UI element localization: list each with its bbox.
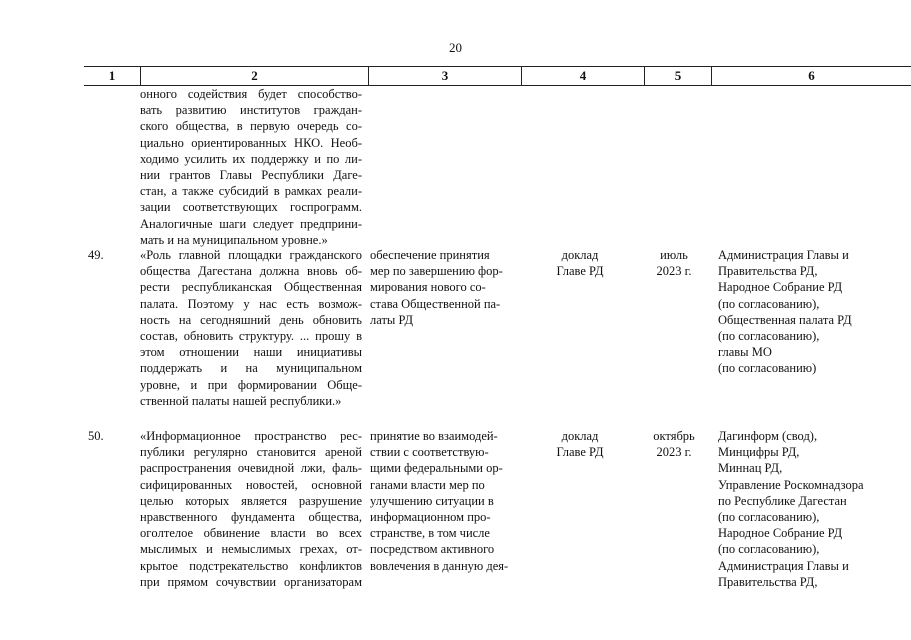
text-line: Главе РД xyxy=(556,264,604,279)
text-line: (по согласованию), xyxy=(718,296,820,311)
text-line: информационном про- xyxy=(370,510,491,525)
text-line: Общественная палата РД xyxy=(718,312,852,327)
row-49-number: 49. xyxy=(88,248,104,262)
header-col-5: 5 xyxy=(644,67,711,85)
text-line: нии грантов Главы Республики Даге- xyxy=(140,168,362,183)
text-line: ственной палаты нашей республики.» xyxy=(140,393,342,408)
text-line: Администрация Главы и xyxy=(718,558,849,573)
text-line: 2023 г. xyxy=(656,445,692,460)
text-line: мирования нового со- xyxy=(370,280,486,295)
text-line: Аналогичные шаги следует предприни- xyxy=(140,216,362,231)
row-50-measures xyxy=(370,428,510,574)
text-line: этом отношении наши инициативы xyxy=(140,345,362,360)
text-line: главы МО xyxy=(718,345,772,360)
text-line: (по согласованию), xyxy=(718,510,820,525)
text-line: Миннац РД, xyxy=(718,461,783,476)
text-line: ского общества, в первую очередь со- xyxy=(140,119,362,134)
text-line: ходимо усилить их поддержку и по ли- xyxy=(140,151,362,166)
text-line: вовлечения в данную дея- xyxy=(370,558,509,573)
header-col-3: 3 xyxy=(368,67,521,85)
text-line: странстве, в том числе xyxy=(370,526,490,541)
text-line: ствии с соответствую- xyxy=(370,445,489,460)
text-line: вать развитию институтов граждан- xyxy=(140,103,362,118)
text-line: целью которых является разрушение xyxy=(140,493,362,508)
row-50-deadline xyxy=(634,428,714,460)
row-49-report-form xyxy=(520,247,640,279)
text-line: Управление Роскомнадзора xyxy=(718,477,864,492)
text-line: 2023 г. xyxy=(656,264,692,279)
header-col-2: 2 xyxy=(140,67,368,85)
text-line: стан, а также субсидий в рамках реали- xyxy=(140,184,362,199)
text-line: палата. Поэтому у нас есть возмож- xyxy=(140,296,362,311)
text-line: обеспечение принятия xyxy=(370,248,490,262)
text-line: циально ориентированных НКО. Необ- xyxy=(140,135,362,150)
text-line: огoлтелое обвинение власти во всех xyxy=(140,526,362,541)
text-line: рести республиканская Общественная xyxy=(140,280,362,295)
text-line: Правительства РД, xyxy=(718,574,818,589)
text-line: октябрь xyxy=(653,429,695,443)
text-line: Народное Собрание РД xyxy=(718,280,843,295)
text-line: (по согласованию), xyxy=(718,329,820,344)
text-line: улучшению ситуации в xyxy=(370,493,494,508)
text-line: при прямом сочувствии организаторам xyxy=(140,574,362,589)
text-line: латы РД xyxy=(370,312,413,327)
text-line: мер по завершению фор- xyxy=(370,264,503,279)
text-line: става Общественной па- xyxy=(370,296,501,311)
text-line: щими федеральными ор- xyxy=(370,461,503,476)
text-line: посредством активного xyxy=(370,542,495,557)
text-line: Народное Собрание РД xyxy=(718,526,843,541)
text-line: Правительства РД, xyxy=(718,264,818,279)
row-49-quote xyxy=(140,247,362,409)
text-line: общества Дагестана должна вновь об- xyxy=(140,264,362,279)
row-49-responsible xyxy=(718,247,908,377)
header-col-6: 6 xyxy=(711,67,911,85)
text-line: (по согласованию), xyxy=(718,542,820,557)
header-col-4: 4 xyxy=(521,67,644,85)
text-line: мать и на муниципальном уровне.» xyxy=(140,232,328,247)
row-50-responsible xyxy=(718,428,908,590)
page-number: 20 xyxy=(449,40,462,55)
text-line: Дагинформ (свод), xyxy=(718,429,818,443)
row-50-quote xyxy=(140,428,362,590)
text-line: зации соответствующих госпрограмм. xyxy=(140,200,362,215)
text-line: сифицированных новостей, основной xyxy=(140,477,362,492)
text-line: нравственного фундамента общества, xyxy=(140,510,362,525)
text-line: Минцифры РД, xyxy=(718,445,800,460)
text-line: ганами власти мер по xyxy=(370,477,485,492)
text-line: мыслимых и немыслимых грехах, от- xyxy=(140,542,362,557)
text-line: «Роль главной площадки гражданского xyxy=(140,248,362,262)
text-line: по Республике Дагестан xyxy=(718,493,847,508)
row-49-deadline xyxy=(634,247,714,279)
text-line: публики регулярно становится ареной xyxy=(140,445,362,460)
text-line: доклад xyxy=(561,248,599,262)
row-50-number: 50. xyxy=(88,429,104,443)
text-line: поддержать и на муниципальном xyxy=(140,361,362,376)
text-line: июль xyxy=(660,248,688,262)
text-line: доклад xyxy=(561,429,599,443)
text-line: состав, обновить структуру. ... прошу в xyxy=(140,329,362,344)
text-line: (по согласованию) xyxy=(718,361,817,376)
text-line: «Информационное пространство рес- xyxy=(140,429,362,443)
table-header xyxy=(84,66,911,86)
row-49-measures xyxy=(370,247,510,328)
row-50-report-form xyxy=(520,428,640,460)
text-line: принятие во взаимодей- xyxy=(370,429,498,443)
text-line: Главе РД xyxy=(556,445,604,460)
text-line: ность на сегодняшний день обновить xyxy=(140,312,362,327)
header-col-1: 1 xyxy=(108,68,116,83)
continuation-col2 xyxy=(140,86,362,248)
text-line: уровне, и при формировании Обще- xyxy=(140,377,362,392)
text-line: крытое подстрекательство конфликтов xyxy=(140,558,362,573)
text-line: распространения очевидной лжи, фаль- xyxy=(140,461,362,476)
text-line: Администрация Главы и xyxy=(718,248,849,262)
text-line: онного содействия будет способство- xyxy=(140,87,362,101)
